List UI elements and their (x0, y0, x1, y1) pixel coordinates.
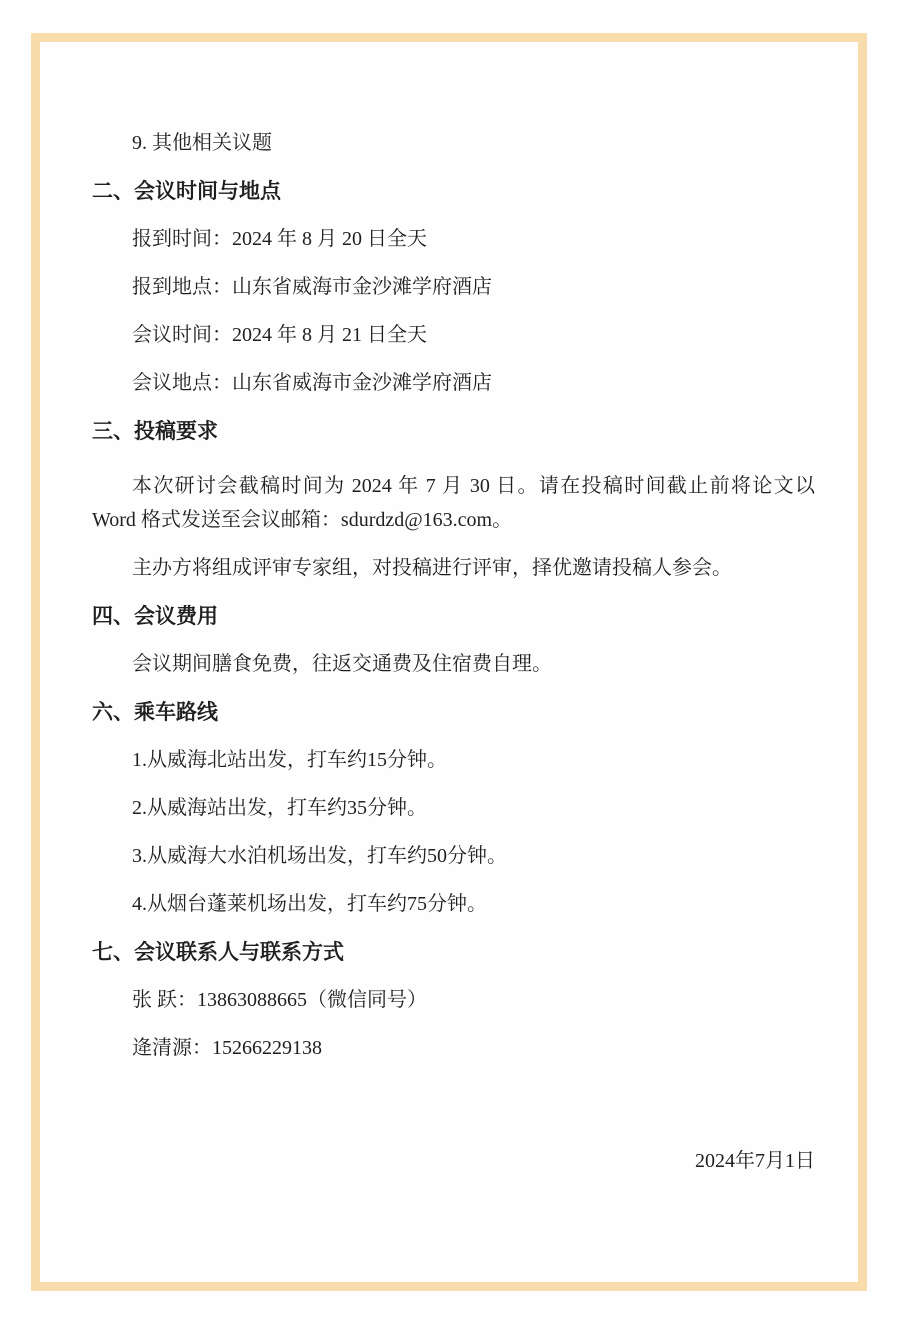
paragraph-justified: 本次研讨会截稿时间为 2024 年 7 月 30 日。请在投稿时间截止前将论文以 Word 格式发送至会议邮箱：sdurdzd@163.com。 (92, 475, 815, 531)
section-heading: 二、会议时间与地点 (92, 180, 281, 203)
paragraph: 9. 其他相关议题 (132, 132, 272, 154)
paragraph: 2.从威海站出发，打车约35分钟。 (132, 797, 427, 819)
paragraph: 会议期间膳食免费，往返交通费及住宿费自理。 (132, 653, 552, 675)
section-heading: 三、投稿要求 (92, 420, 218, 443)
paragraph: 会议时间：2024 年 8 月 21 日全天 (132, 324, 427, 346)
paragraph: 报到时间：2024 年 8 月 20 日全天 (132, 228, 427, 250)
paragraph: 4.从烟台蓬莱机场出发，打车约75分钟。 (132, 893, 487, 915)
paragraph: 3.从威海大水泊机场出发，打车约50分钟。 (132, 845, 507, 867)
paragraph: 逄清源：15266229138 (132, 1037, 322, 1059)
section-heading: 七、会议联系人与联系方式 (92, 941, 344, 964)
section-heading: 四、会议费用 (92, 605, 218, 628)
date-line: 2024年7月1日 (695, 1150, 815, 1172)
paragraph: 张 跃：13863088665（微信同号） (132, 989, 427, 1011)
section-heading: 六、乘车路线 (92, 701, 218, 724)
document-content (92, 133, 815, 1172)
paragraph: 主办方将组成评审专家组，对投稿进行评审，择优邀请投稿人参会。 (132, 557, 732, 579)
paragraph: 1.从威海北站出发，打车约15分钟。 (132, 749, 447, 771)
paragraph: 报到地点：山东省威海市金沙滩学府酒店 (132, 276, 492, 298)
paragraph: 会议地点：山东省威海市金沙滩学府酒店 (132, 372, 492, 394)
